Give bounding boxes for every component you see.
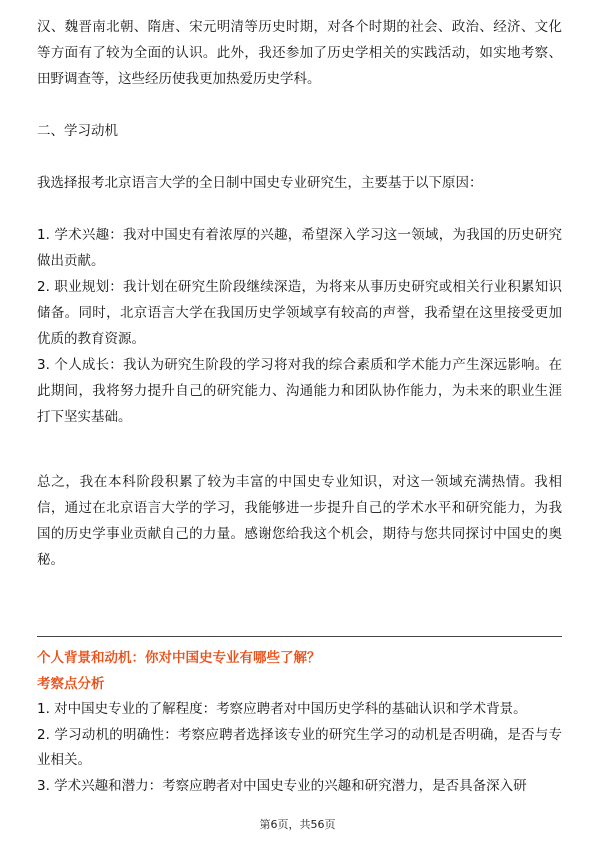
spacer	[37, 196, 562, 222]
section-divider	[37, 636, 562, 637]
spacer	[37, 92, 562, 118]
section-heading: 二、学习动机	[37, 123, 118, 139]
spacer	[37, 144, 562, 170]
analysis-point-1: 1. 对中国史专业的了解程度：考察应聘者对中国历史学科的基础认识和学术背景。	[37, 701, 527, 717]
reason-item-1: 1. 学术兴趣：我对中国史有着浓厚的兴趣，希望深入学习这一领域，为我国的历史研究做出贡献。	[37, 227, 562, 269]
page-footer: 第6页，共56页	[259, 818, 336, 831]
spacer	[37, 456, 562, 469]
reason-item-2: 2. 职业规划：我计划在研究生阶段继续深造，为将来从事历史研究或相关行业积累知识储备。同时，北京语言大学在我国历史学领域享有较高的声誉，我希望在这里接受更加优质的教育资源。	[37, 279, 562, 347]
document-body	[37, 14, 562, 573]
motivation-intro: 我选择报考北京语言大学的全日制中国史专业研究生，主要基于以下原因：	[37, 175, 483, 191]
analysis-point-3: 3. 学术兴趣和潜力：考察应聘者对中国史专业的兴趣和研究潜力，是否具备深入研	[37, 777, 527, 794]
conclusion-paragraph: 总之，我在本科阶段积累了较为丰富的中国史专业知识，对这一领域充满热情。我相信，通过在北京语言大学的学习，我能够进一步提升自己的学术水平和研究能力，为我国的历史学事业贡献自己的力量。感谢您给我这个机会，期待与您共同探讨中国史的奥秘。	[37, 474, 562, 568]
analysis-point-2: 2. 学习动机的明确性：考察应聘者选择该专业的研究生学习的动机是否明确，是否与专业相关。	[37, 726, 562, 768]
reason-item-3: 3. 个人成长：我认为研究生阶段的学习将对我的综合素质和学术能力产生深远影响。在此期间，我将努力提升自己的研究能力、沟通能力和团队协作能力，为未来的职业生涯打下坚实基础。	[37, 357, 562, 425]
intro-paragraph: 汉、魏晋南北朝、隋唐、宋元明清等历史时期，对各个时期的社会、政治、经济、文化等方面有了较为全面的认识。此外，我还参加了历史学相关的实践活动，如实地考察、田野调查等，这些经历使我更加热爱历史学科。	[37, 19, 562, 87]
analysis-title: 考察点分析	[37, 675, 105, 692]
qa-section	[37, 646, 562, 799]
interview-question: 个人背景和动机：你对中国史专业有哪些了解？	[37, 650, 321, 666]
spacer	[37, 430, 562, 456]
